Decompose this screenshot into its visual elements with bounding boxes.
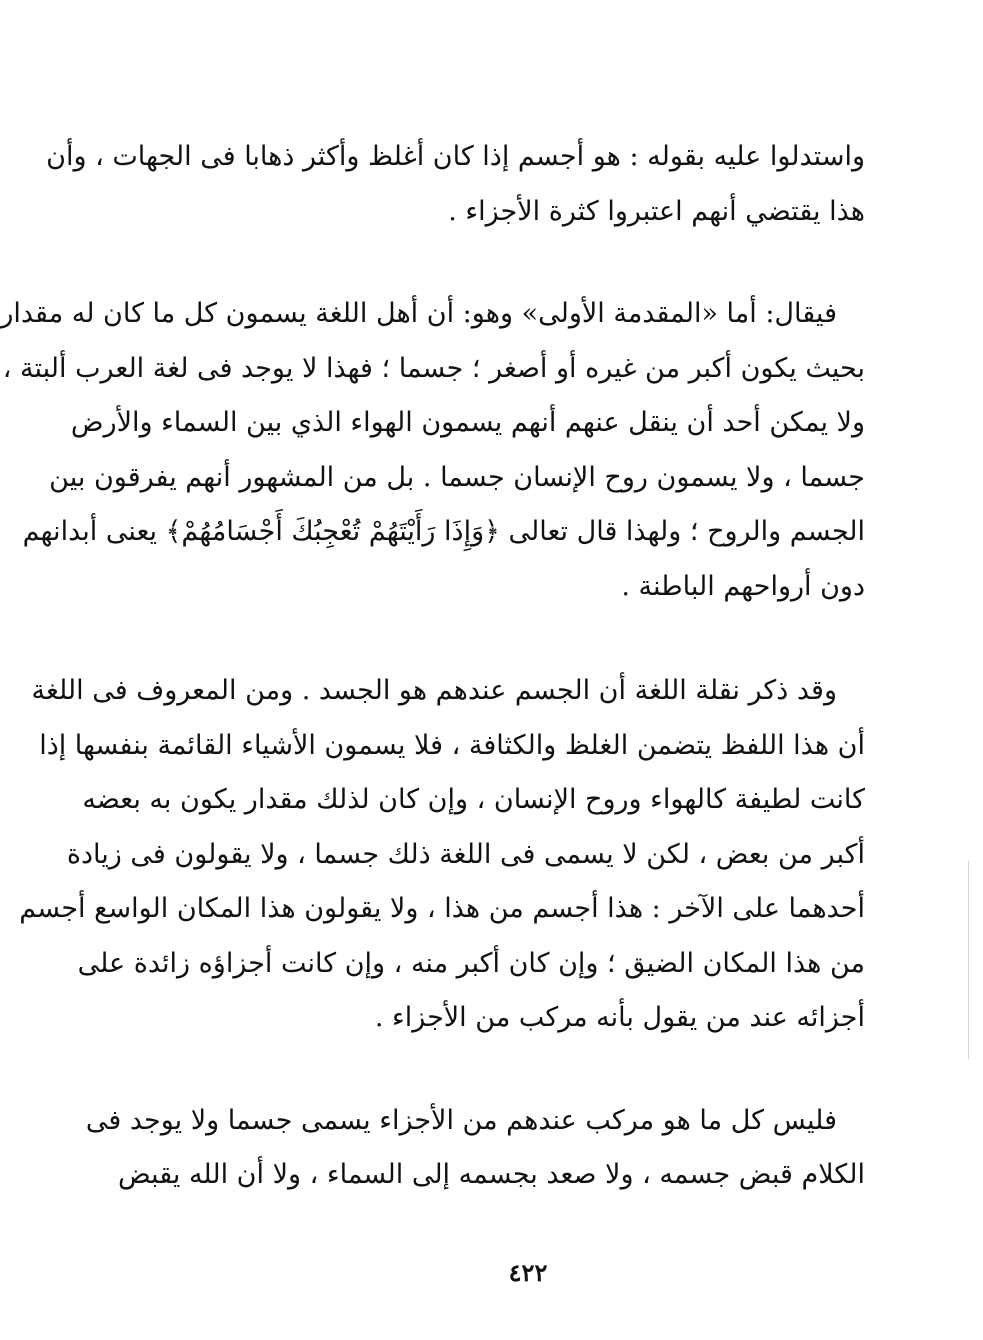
page-number: ٤٢٢ (508, 1258, 548, 1287)
text-line: كانت لطيفة كالهواء وروح الإنسان ، وإن كان لذلك مقدار يكون به بعضه (82, 784, 865, 815)
text-line: فيقال: أما «المقدمة الأولى» وهو: أن أهل اللغة يسمون كل ما كان له مقدار (0, 298, 837, 329)
text-line: أحدهما على الآخر : هذا أجسم من هذا ، ولا يقولون هذا المكان الواسع أجسم (19, 893, 865, 924)
paragraph-spacer (143, 1046, 865, 1094)
text-line: من هذا المكان الضيق ؛ وإن كان أكبر منه ، وإن كانت أجزاؤه زائدة على (77, 947, 865, 979)
text-line: هذا يقتضي أنهم اعتبروا كثرة الأجزاء . (448, 195, 865, 227)
text-line: واستدلوا عليه بقوله : هو أجسم إذا كان أغلظ وأكثر ذهابا فى الجهات ، وأن (46, 141, 865, 172)
text-line: الجسم والروح ؛ ولهذا قال تعالى ﴿وَإِذَا رَأَيْتَهُمْ تُعْجِبُكَ أَجْسَامُهُمْ﴾ يعنى أبدانهم (22, 516, 865, 547)
paragraph-3 (19, 664, 865, 1046)
page-edge-shadow (968, 860, 969, 1060)
text-line: جسما ، ولا يسمون روح الإنسان جسما . بل من المشهور أنهم يفرقون بين (49, 461, 865, 493)
text-line: دون أرواحهم الباطنة . (621, 570, 865, 602)
text-line: أن هذا اللفظ يتضمن الغلظ والكثافة ، فلا يسمون الأشياء القائمة بنفسها إذا (39, 729, 865, 761)
paragraph-spacer (143, 239, 865, 287)
text-line: أكبر من بعض ، لكن لا يسمى فى اللغة ذلك جسما ، ولا يقولون فى زيادة (66, 838, 865, 870)
text-line: ولا يمكن أحد أن ينقل عنهم أنهم يسمون الهواء الذي بين السماء والأرض (70, 407, 865, 438)
text-line: وقد ذكر نقلة اللغة أن الجسم عندهم هو الجسد . ومن المعروف فى اللغة (31, 675, 837, 706)
text-line: الكلام قبض جسمه ، ولا صعد بجسمه إلى السماء ، ولا أن الله يقبض (117, 1159, 865, 1190)
paragraph-2 (0, 287, 865, 614)
paragraph-4 (85, 1094, 865, 1203)
text-line: بحيث يكون أكبر من غيره أو أصغر ؛ جسما ؛ فهذا لا يوجد فى لغة العرب ألبتة ، (2, 352, 865, 384)
text-line: أجزائه عند من يقول بأنه مركب من الأجزاء . (374, 1002, 865, 1033)
page-body (0, 130, 865, 1203)
paragraph-1 (46, 130, 865, 239)
paragraph-spacer (143, 614, 865, 664)
text-line: فليس كل ما هو مركب عندهم من الأجزاء يسمى جسما ولا يوجد فى (85, 1104, 837, 1136)
